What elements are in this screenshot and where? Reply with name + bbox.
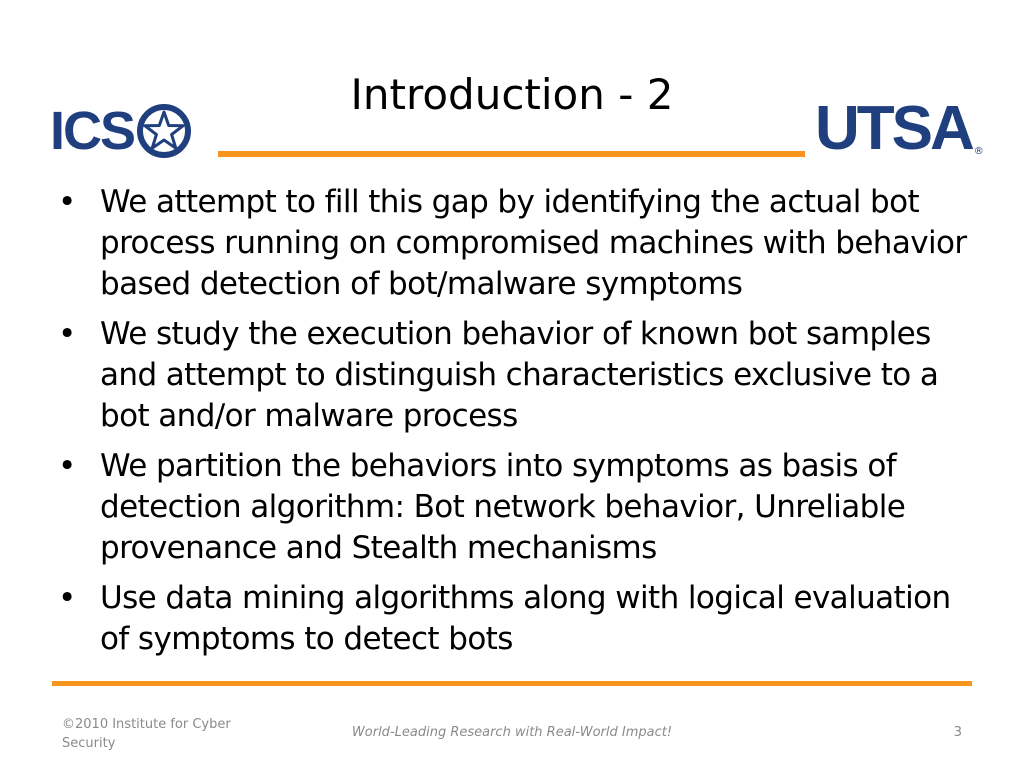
utsa-logo (815, 94, 984, 163)
utsa-logo-text: UTSA (815, 94, 972, 163)
bullet-item (58, 314, 968, 437)
ics-logo-text: ICS (50, 101, 135, 161)
bullet-text: Use data mining algorithms along with logical evaluation of symptoms to detect bots (100, 580, 951, 657)
footer-rule (52, 681, 972, 686)
registered-mark: ® (973, 146, 984, 157)
bullet-text: We study the execution behavior of known bot samples and attempt to distinguish characteristics exclusive to a bot and/or malware process (100, 316, 939, 434)
slide-title: Introduction - 2 (350, 70, 674, 119)
bullet-item (58, 182, 968, 305)
star-circle-icon (136, 103, 192, 159)
header-rule (218, 151, 805, 157)
bullet-item (58, 578, 968, 660)
footer-copyright: ©2010 Institute for Cyber Security (62, 717, 231, 751)
bullet-dot: • (58, 580, 76, 616)
footer-tagline: World-Leading Research with Real-World Impact! (351, 725, 673, 740)
page-number: 3 (953, 725, 962, 740)
bullet-text: We partition the behaviors into symptoms as basis of detection algorithm: Bot network behavior, Unreliable provenance and Stealth mechanisms (100, 448, 906, 566)
bullet-list (58, 182, 968, 669)
bullet-dot: • (58, 316, 76, 352)
bullet-item (58, 446, 968, 569)
ics-logo (50, 103, 192, 159)
bullet-dot: • (58, 448, 76, 484)
bullet-dot: • (58, 184, 76, 220)
bullet-text: We attempt to fill this gap by identifying the actual bot process running on compromised machines with behavior based detection of bot/malware symptoms (100, 184, 967, 302)
